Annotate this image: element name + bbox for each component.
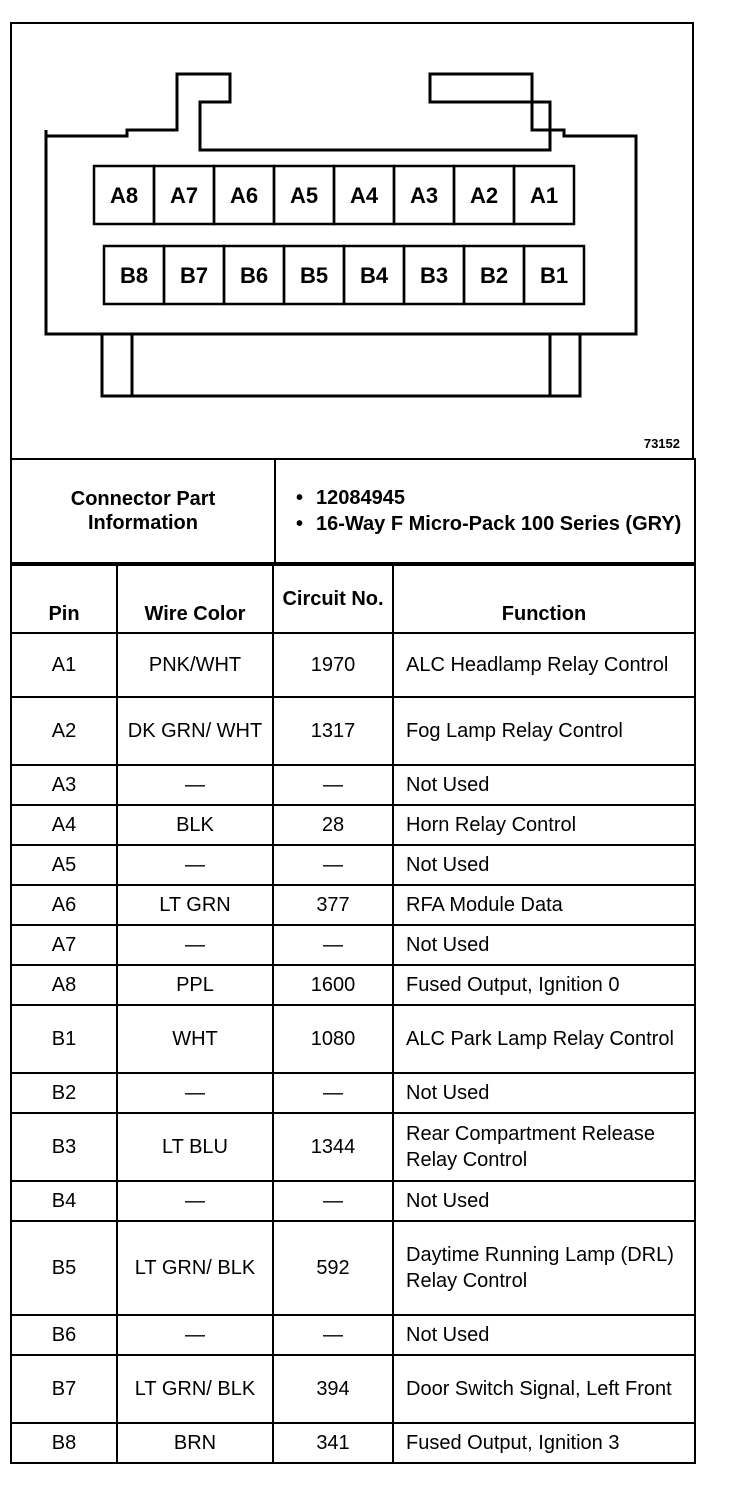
pin-cell: A8	[11, 965, 117, 1005]
circuit-no-cell: —	[273, 1181, 393, 1221]
function-cell: Not Used	[393, 925, 695, 965]
pin-label-a1: A1	[529, 183, 559, 208]
wire-color-cell: PPL	[117, 965, 273, 1005]
function-cell: Not Used	[393, 765, 695, 805]
circuit-no-cell: 1970	[273, 633, 393, 697]
header-function: Function	[393, 565, 695, 633]
connector-info-label	[11, 459, 275, 563]
wire-color-cell: —	[117, 1181, 273, 1221]
function-cell: Not Used	[393, 1073, 695, 1113]
pinout-row	[11, 885, 695, 925]
pinout-row	[11, 845, 695, 885]
function-cell: Not Used	[393, 1181, 695, 1221]
pinout-row	[11, 1423, 695, 1463]
pin-row-a	[94, 166, 574, 224]
function-cell: Not Used	[393, 845, 695, 885]
wire-color-cell: WHT	[117, 1005, 273, 1073]
function-cell: Fused Output, Ignition 0	[393, 965, 695, 1005]
pin-label-b2: B2	[479, 263, 509, 288]
pin-cell: B4	[11, 1181, 117, 1221]
wire-color-cell: —	[117, 765, 273, 805]
circuit-no-cell: —	[273, 1315, 393, 1355]
connector-info-values	[275, 459, 695, 563]
pinout-row	[11, 925, 695, 965]
pin-cell: A2	[11, 697, 117, 765]
function-cell: Not Used	[393, 1315, 695, 1355]
wire-color-cell: LT BLU	[117, 1113, 273, 1181]
housing-base	[102, 334, 580, 396]
function-cell: Fused Output, Ignition 3	[393, 1423, 695, 1463]
pin-cell: A7	[11, 925, 117, 965]
pin-cell: A6	[11, 885, 117, 925]
circuit-no-cell: 1317	[273, 697, 393, 765]
circuit-no-cell: —	[273, 845, 393, 885]
circuit-no-cell: 1344	[273, 1113, 393, 1181]
connector-diagram	[10, 22, 694, 458]
pinout-row	[11, 765, 695, 805]
wire-color-cell: —	[117, 925, 273, 965]
pinout-row	[11, 1181, 695, 1221]
pin-cell: B5	[11, 1221, 117, 1315]
pinout-header-row	[11, 565, 695, 633]
circuit-no-cell: 1080	[273, 1005, 393, 1073]
connector-sheet	[10, 22, 694, 1464]
part-number: 12084945	[316, 487, 405, 509]
pinout-table	[10, 564, 696, 1464]
function-cell: Horn Relay Control	[393, 805, 695, 845]
pinout-row	[11, 1355, 695, 1423]
pin-label-a7: A7	[169, 183, 199, 208]
figure-number: 73152	[643, 436, 680, 451]
function-cell: Daytime Running Lamp (DRL) Relay Control	[393, 1221, 695, 1315]
circuit-no-cell: 377	[273, 885, 393, 925]
wire-color-cell: LT GRN	[117, 885, 273, 925]
pin-cell: B3	[11, 1113, 117, 1181]
function-cell: ALC Headlamp Relay Control	[393, 633, 695, 697]
pin-cell: A1	[11, 633, 117, 697]
pin-cell: B6	[11, 1315, 117, 1355]
wire-color-cell: LT GRN/ BLK	[117, 1355, 273, 1423]
pin-label-a5: A5	[289, 183, 319, 208]
pinout-body	[11, 633, 695, 1463]
connector-info-table	[10, 458, 696, 564]
connector-face-drawing	[12, 24, 692, 458]
circuit-no-cell: 28	[273, 805, 393, 845]
wire-color-cell: LT GRN/ BLK	[117, 1221, 273, 1315]
pin-label-b4: B4	[359, 263, 389, 288]
pinout-row	[11, 805, 695, 845]
circuit-no-cell: —	[273, 1073, 393, 1113]
pinout-row	[11, 1113, 695, 1181]
pin-label-a8: A8	[109, 183, 139, 208]
pin-label-a4: A4	[349, 183, 379, 208]
pinout-row	[11, 633, 695, 697]
pin-label-b3: B3	[419, 263, 449, 288]
header-pin: Pin	[11, 565, 117, 633]
pin-label-b8: B8	[119, 263, 149, 288]
function-cell: ALC Park Lamp Relay Control	[393, 1005, 695, 1073]
pin-label-b1: B1	[539, 263, 569, 288]
pin-label-a6: A6	[229, 183, 259, 208]
pin-cell: A5	[11, 845, 117, 885]
pinout-row	[11, 697, 695, 765]
wire-color-cell: —	[117, 845, 273, 885]
wire-color-cell: —	[117, 1073, 273, 1113]
wire-color-cell: BRN	[117, 1423, 273, 1463]
pin-label-a3: A3	[409, 183, 439, 208]
pinout-row	[11, 1315, 695, 1355]
circuit-no-cell: —	[273, 925, 393, 965]
bullet-icon: •	[296, 487, 304, 509]
wire-color-cell: BLK	[117, 805, 273, 845]
pin-label-b7: B7	[179, 263, 209, 288]
pin-label-b6: B6	[239, 263, 269, 288]
pin-cell: A3	[11, 765, 117, 805]
bullet-icon: •	[296, 513, 304, 535]
circuit-no-cell: 592	[273, 1221, 393, 1315]
header-wire-color: Wire Color	[117, 565, 273, 633]
pin-cell: B7	[11, 1355, 117, 1423]
function-cell: Rear Compartment Release Relay Control	[393, 1113, 695, 1181]
pin-cell: B8	[11, 1423, 117, 1463]
wire-color-cell: PNK/WHT	[117, 633, 273, 697]
wire-color-cell: —	[117, 1315, 273, 1355]
pin-row-b	[104, 246, 584, 304]
connector-info-label-text: Connector Part Information	[70, 488, 216, 534]
pin-label-a2: A2	[469, 183, 499, 208]
circuit-no-cell: 341	[273, 1423, 393, 1463]
circuit-no-cell: 1600	[273, 965, 393, 1005]
header-circuit-no: Circuit No.	[273, 565, 393, 633]
pinout-row	[11, 1221, 695, 1315]
function-cell: Door Switch Signal, Left Front	[393, 1355, 695, 1423]
function-cell: RFA Module Data	[393, 885, 695, 925]
connector-description: 16-Way F Micro-Pack 100 Series (GRY)	[316, 513, 682, 535]
pin-cell: B2	[11, 1073, 117, 1113]
pin-cell: A4	[11, 805, 117, 845]
pin-cell: B1	[11, 1005, 117, 1073]
pin-label-b5: B5	[299, 263, 329, 288]
circuit-no-cell: —	[273, 765, 393, 805]
function-cell: Fog Lamp Relay Control	[393, 697, 695, 765]
pinout-row	[11, 1005, 695, 1073]
wire-color-cell: DK GRN/ WHT	[117, 697, 273, 765]
pinout-row	[11, 1073, 695, 1113]
circuit-no-cell: 394	[273, 1355, 393, 1423]
pinout-row	[11, 965, 695, 1005]
